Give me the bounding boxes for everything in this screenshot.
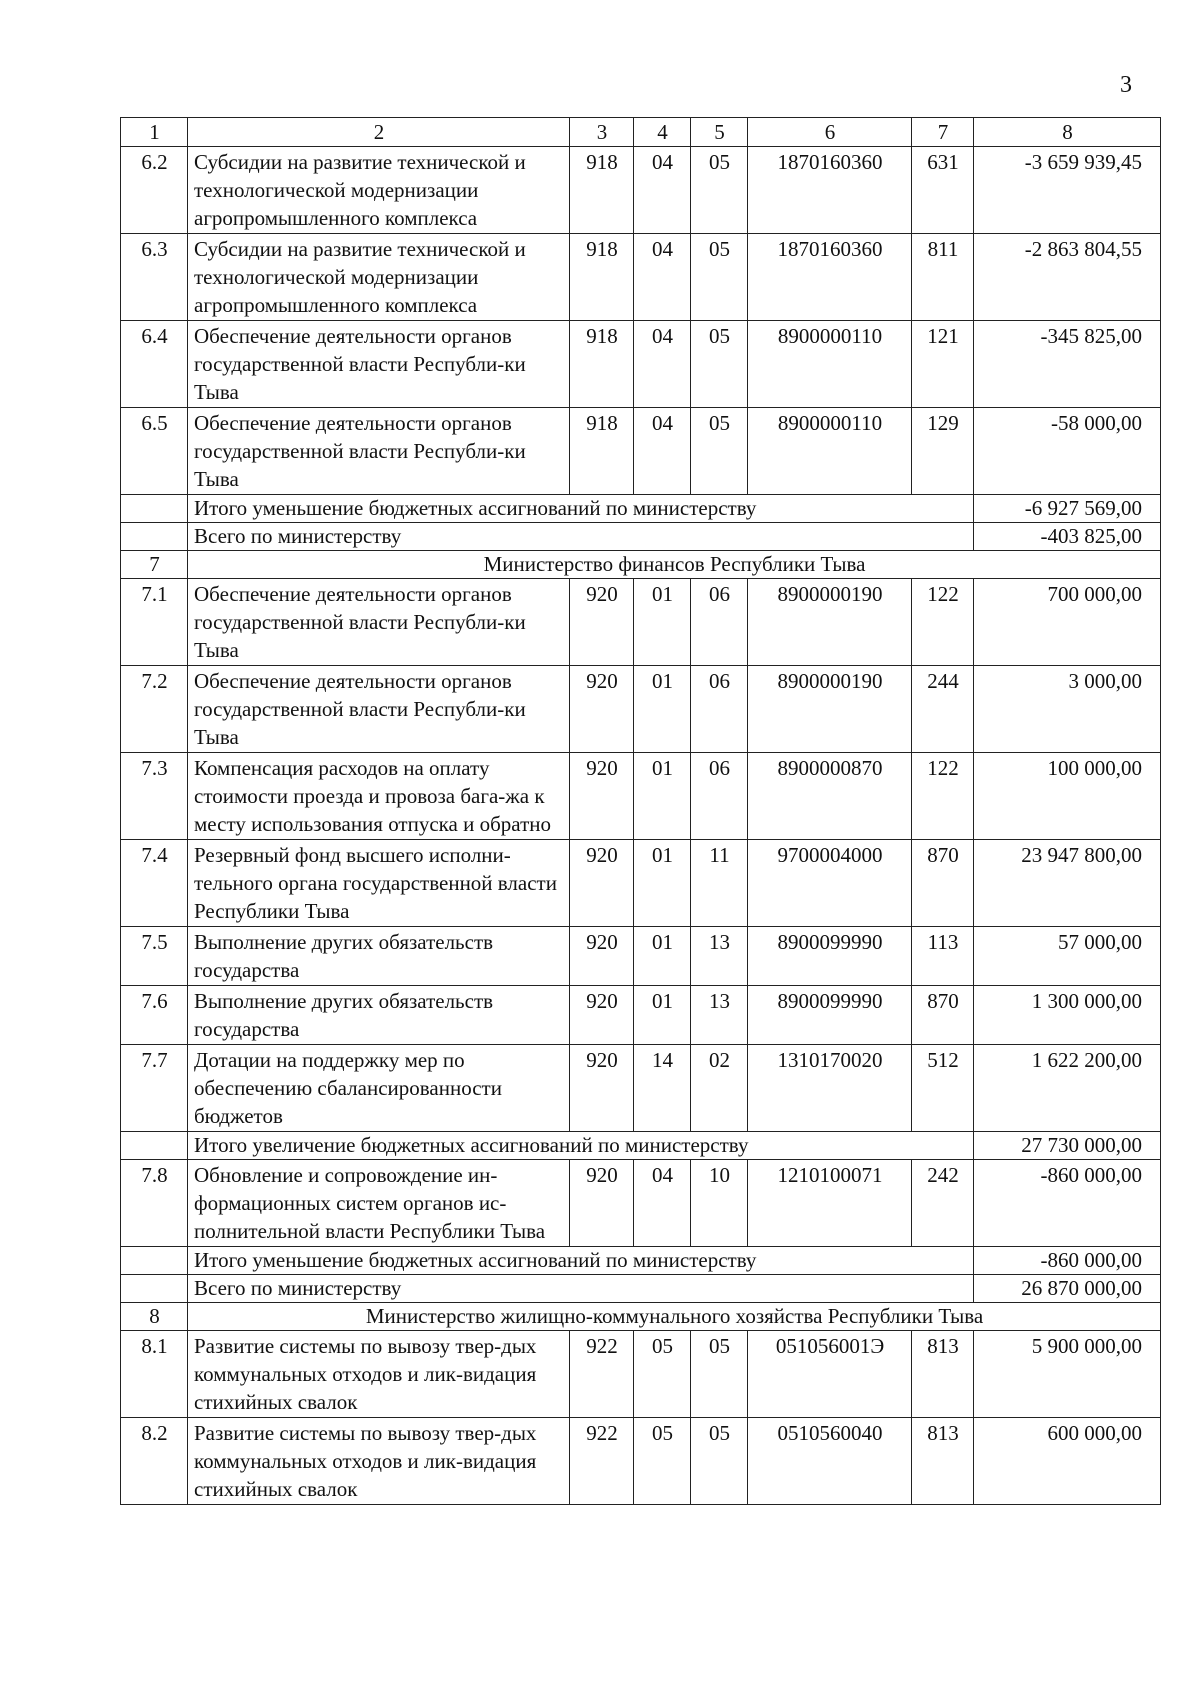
row-number: 6.4 xyxy=(121,321,188,408)
amount: -345 825,00 xyxy=(974,321,1161,408)
subsection-code: 06 xyxy=(691,666,748,753)
expense-type-code: 121 xyxy=(912,321,974,408)
subsection-code: 05 xyxy=(691,1418,748,1505)
expense-type-code: 813 xyxy=(912,1418,974,1505)
expense-type-code: 122 xyxy=(912,579,974,666)
ministry-code: 920 xyxy=(570,1160,634,1247)
row-number: 6.5 xyxy=(121,408,188,495)
column-header-7: 7 xyxy=(912,118,974,147)
table-row xyxy=(121,1418,1161,1505)
amount: 1 300 000,00 xyxy=(974,986,1161,1045)
subsection-code: 05 xyxy=(691,234,748,321)
subsection-code: 05 xyxy=(691,147,748,234)
ministry-code: 918 xyxy=(570,408,634,495)
section-code: 01 xyxy=(634,753,691,840)
subsection-code: 13 xyxy=(691,986,748,1045)
column-header-4: 4 xyxy=(634,118,691,147)
expense-type-code: 870 xyxy=(912,840,974,927)
expense-type-code: 242 xyxy=(912,1160,974,1247)
subtotal-amount: -860 000,00 xyxy=(974,1247,1161,1275)
subtotal-amount: 27 730 000,00 xyxy=(974,1132,1161,1160)
subsection-code: 05 xyxy=(691,321,748,408)
section-code: 04 xyxy=(634,147,691,234)
section-title: Министерство финансов Республики Тыва xyxy=(188,551,1161,579)
target-article-code: 8900099990 xyxy=(748,986,912,1045)
subsection-code: 11 xyxy=(691,840,748,927)
target-article-code: 0510560040 xyxy=(748,1418,912,1505)
table-row xyxy=(121,986,1161,1045)
amount: 700 000,00 xyxy=(974,579,1161,666)
amount: -58 000,00 xyxy=(974,408,1161,495)
row-description: Субсидии на развитие технической и технологической модернизации агропромышленного комплекса xyxy=(188,234,570,321)
ministry-code: 920 xyxy=(570,579,634,666)
column-header-8: 8 xyxy=(974,118,1161,147)
ministry-code: 920 xyxy=(570,927,634,986)
row-description: Развитие системы по вывозу твер-дых коммунальных отходов и лик-видация стихийных свалок xyxy=(188,1418,570,1505)
row-description: Резервный фонд высшего исполни-тельного органа государственной власти Республики Тыва xyxy=(188,840,570,927)
amount: -860 000,00 xyxy=(974,1160,1161,1247)
ministry-code: 918 xyxy=(570,321,634,408)
table-row xyxy=(121,1331,1161,1418)
table-row xyxy=(121,1160,1161,1247)
row-description: Развитие системы по вывозу твер-дых коммунальных отходов и лик-видация стихийных свалок xyxy=(188,1331,570,1418)
row-description: Выполнение других обязательств государства xyxy=(188,927,570,986)
subtotal-amount: -6 927 569,00 xyxy=(974,495,1161,523)
subtotal-amount: 26 870 000,00 xyxy=(974,1275,1161,1303)
target-article-code: 1310170020 xyxy=(748,1045,912,1132)
ministry-code: 920 xyxy=(570,753,634,840)
subtotal-label: Итого уменьшение бюджетных ассигнований по министерству xyxy=(188,495,974,523)
target-article-code: 051056001Э xyxy=(748,1331,912,1418)
ministry-code: 920 xyxy=(570,1045,634,1132)
row-number-empty xyxy=(121,1247,188,1275)
section-row xyxy=(121,1303,1161,1331)
row-description: Субсидии на развитие технической и технологической модернизации агропромышленного комплекса xyxy=(188,147,570,234)
subtotal-label: Итого увеличение бюджетных ассигнований по министерству xyxy=(188,1132,974,1160)
subtotal-row xyxy=(121,495,1161,523)
row-description: Обеспечение деятельности органов государственной власти Республи-ки Тыва xyxy=(188,666,570,753)
table-row xyxy=(121,666,1161,753)
row-number: 7.2 xyxy=(121,666,188,753)
subsection-code: 05 xyxy=(691,1331,748,1418)
expense-type-code: 113 xyxy=(912,927,974,986)
subsection-code: 06 xyxy=(691,579,748,666)
target-article-code: 1210100071 xyxy=(748,1160,912,1247)
subtotal-row xyxy=(121,1275,1161,1303)
ministry-code: 920 xyxy=(570,986,634,1045)
row-number: 7.1 xyxy=(121,579,188,666)
section-number: 8 xyxy=(121,1303,188,1331)
subsection-code: 02 xyxy=(691,1045,748,1132)
expense-type-code: 813 xyxy=(912,1331,974,1418)
table-row xyxy=(121,840,1161,927)
section-code: 04 xyxy=(634,1160,691,1247)
amount: -3 659 939,45 xyxy=(974,147,1161,234)
column-header-2: 2 xyxy=(188,118,570,147)
target-article-code: 8900000190 xyxy=(748,666,912,753)
amount: 23 947 800,00 xyxy=(974,840,1161,927)
table-row xyxy=(121,234,1161,321)
subtotal-label: Всего по министерству xyxy=(188,1275,974,1303)
ministry-code: 922 xyxy=(570,1418,634,1505)
table-row xyxy=(121,1045,1161,1132)
row-description: Дотации на поддержку мер по обеспечению сбалансированности бюджетов xyxy=(188,1045,570,1132)
page-number: 3 xyxy=(1120,72,1132,98)
expense-type-code: 512 xyxy=(912,1045,974,1132)
amount: 3 000,00 xyxy=(974,666,1161,753)
target-article-code: 8900000110 xyxy=(748,321,912,408)
section-number: 7 xyxy=(121,551,188,579)
target-article-code: 1870160360 xyxy=(748,147,912,234)
expense-type-code: 811 xyxy=(912,234,974,321)
amount: -2 863 804,55 xyxy=(974,234,1161,321)
column-header-1: 1 xyxy=(121,118,188,147)
row-number: 6.3 xyxy=(121,234,188,321)
row-description: Компенсация расходов на оплату стоимости проезда и провоза бага-жа к месту использования отпуска и обратно xyxy=(188,753,570,840)
row-description: Выполнение других обязательств государства xyxy=(188,986,570,1045)
section-code: 01 xyxy=(634,840,691,927)
section-code: 01 xyxy=(634,666,691,753)
section-code: 04 xyxy=(634,408,691,495)
row-description: Обновление и сопровождение ин-формационных систем органов ис-полнительной власти Республики Тыва xyxy=(188,1160,570,1247)
subtotal-row xyxy=(121,1132,1161,1160)
table-row xyxy=(121,927,1161,986)
target-article-code: 8900000110 xyxy=(748,408,912,495)
row-number: 7.6 xyxy=(121,986,188,1045)
row-number: 8.1 xyxy=(121,1331,188,1418)
subtotal-row xyxy=(121,523,1161,551)
target-article-code: 1870160360 xyxy=(748,234,912,321)
subtotal-row xyxy=(121,1247,1161,1275)
section-code: 05 xyxy=(634,1331,691,1418)
row-number: 7.8 xyxy=(121,1160,188,1247)
subsection-code: 10 xyxy=(691,1160,748,1247)
header-row xyxy=(121,118,1161,147)
ministry-code: 918 xyxy=(570,147,634,234)
subtotal-amount: -403 825,00 xyxy=(974,523,1161,551)
row-description: Обеспечение деятельности органов государственной власти Республи-ки Тыва xyxy=(188,579,570,666)
target-article-code: 8900000870 xyxy=(748,753,912,840)
expense-type-code: 122 xyxy=(912,753,974,840)
target-article-code: 8900099990 xyxy=(748,927,912,986)
amount: 600 000,00 xyxy=(974,1418,1161,1505)
table-row xyxy=(121,147,1161,234)
row-number: 7.4 xyxy=(121,840,188,927)
section-code: 01 xyxy=(634,986,691,1045)
row-number: 7.5 xyxy=(121,927,188,986)
column-header-3: 3 xyxy=(570,118,634,147)
target-article-code: 9700004000 xyxy=(748,840,912,927)
table-row xyxy=(121,579,1161,666)
table-row xyxy=(121,408,1161,495)
row-number-empty xyxy=(121,495,188,523)
row-number-empty xyxy=(121,523,188,551)
expense-type-code: 129 xyxy=(912,408,974,495)
section-code: 04 xyxy=(634,321,691,408)
subsection-code: 06 xyxy=(691,753,748,840)
subtotal-label: Итого уменьшение бюджетных ассигнований по министерству xyxy=(188,1247,974,1275)
section-code: 04 xyxy=(634,234,691,321)
subsection-code: 13 xyxy=(691,927,748,986)
expense-type-code: 244 xyxy=(912,666,974,753)
amount: 5 900 000,00 xyxy=(974,1331,1161,1418)
row-number: 8.2 xyxy=(121,1418,188,1505)
section-code: 01 xyxy=(634,579,691,666)
ministry-code: 920 xyxy=(570,840,634,927)
column-header-5: 5 xyxy=(691,118,748,147)
amount: 100 000,00 xyxy=(974,753,1161,840)
ministry-code: 920 xyxy=(570,666,634,753)
amount: 1 622 200,00 xyxy=(974,1045,1161,1132)
section-title: Министерство жилищно-коммунального хозяйства Республики Тыва xyxy=(188,1303,1161,1331)
section-row xyxy=(121,551,1161,579)
subtotal-label: Всего по министерству xyxy=(188,523,974,551)
column-header-6: 6 xyxy=(748,118,912,147)
ministry-code: 918 xyxy=(570,234,634,321)
ministry-code: 922 xyxy=(570,1331,634,1418)
subsection-code: 05 xyxy=(691,408,748,495)
section-code: 14 xyxy=(634,1045,691,1132)
expense-type-code: 870 xyxy=(912,986,974,1045)
row-description: Обеспечение деятельности органов государственной власти Республи-ки Тыва xyxy=(188,408,570,495)
table-row xyxy=(121,321,1161,408)
table-row xyxy=(121,753,1161,840)
budget-allocation-table xyxy=(120,117,1161,1505)
row-number: 7.7 xyxy=(121,1045,188,1132)
section-code: 01 xyxy=(634,927,691,986)
row-number-empty xyxy=(121,1132,188,1160)
row-description: Обеспечение деятельности органов государственной власти Республи-ки Тыва xyxy=(188,321,570,408)
row-number: 6.2 xyxy=(121,147,188,234)
row-number-empty xyxy=(121,1275,188,1303)
row-number: 7.3 xyxy=(121,753,188,840)
amount: 57 000,00 xyxy=(974,927,1161,986)
target-article-code: 8900000190 xyxy=(748,579,912,666)
section-code: 05 xyxy=(634,1418,691,1505)
expense-type-code: 631 xyxy=(912,147,974,234)
